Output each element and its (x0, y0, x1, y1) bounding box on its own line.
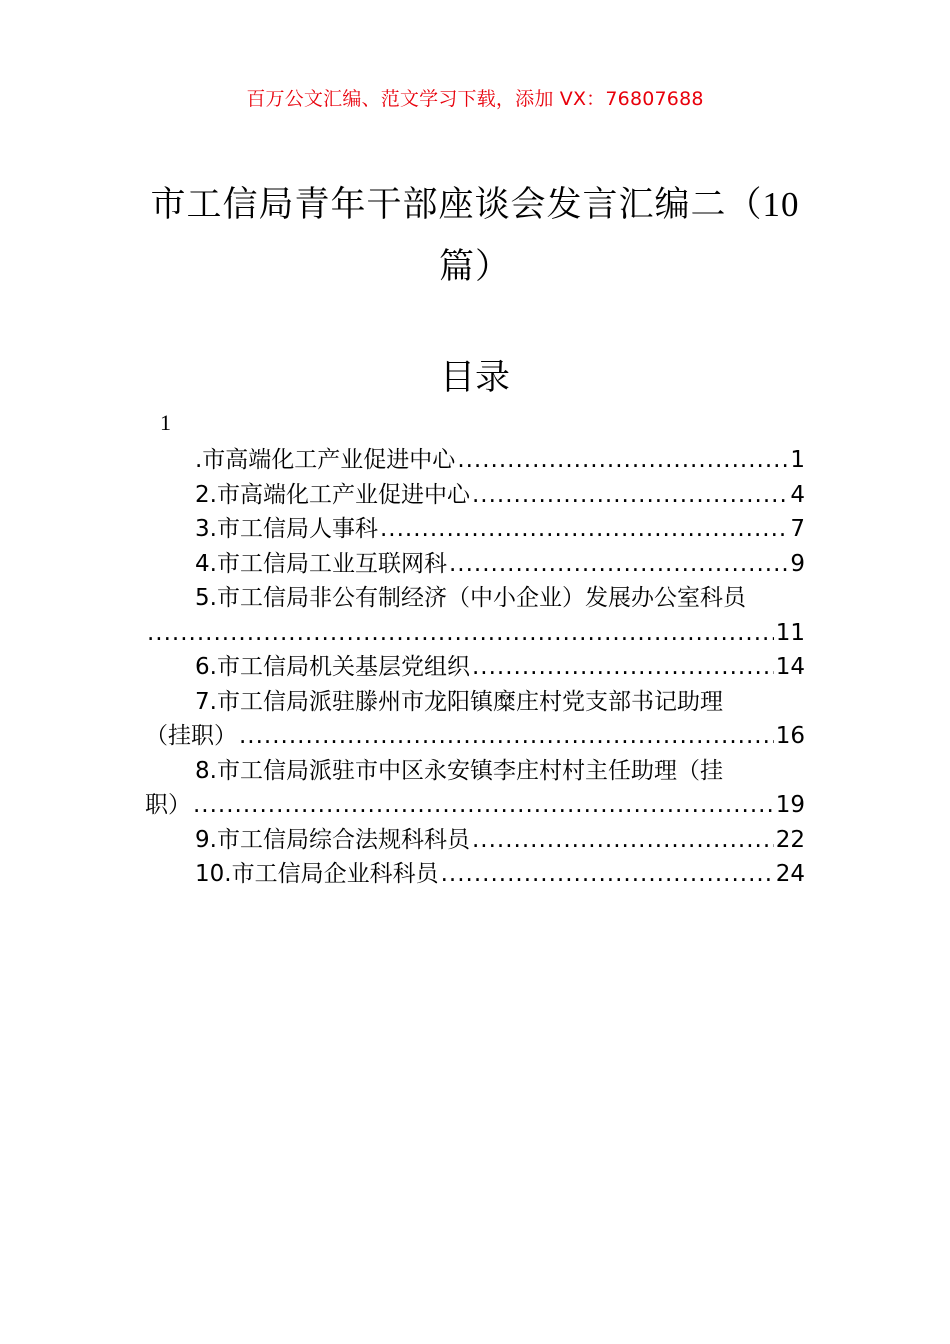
dot-leader (441, 857, 774, 892)
toc-entry-4[interactable] (145, 547, 805, 582)
toc-entry-9[interactable] (145, 823, 805, 858)
toc-entry-6[interactable] (145, 650, 805, 685)
toc-entry-label: 4.市工信局工业互联网科 (195, 550, 447, 577)
table-of-contents (145, 443, 805, 892)
toc-entry-page: 14 (775, 654, 805, 680)
dot-leader (147, 616, 774, 651)
toc-entry-2[interactable] (145, 478, 805, 513)
toc-entry-label: 3.市工信局人事科 (195, 516, 378, 542)
title-number: 10 (762, 185, 800, 224)
toc-entry-page: 1 (790, 447, 805, 473)
toc-entry-5[interactable] (145, 581, 805, 650)
dot-leader (193, 788, 774, 823)
toc-entry-label: 7.市工信局派驻滕州市龙阳镇糜庄村党支部书记助理 (195, 688, 723, 715)
toc-entry-label: .市高端化工产业促进中心 (195, 447, 456, 473)
toc-entry-label: 10.市工信局企业科科员 (195, 861, 439, 887)
toc-entry-label: 8.市工信局派驻市中区永安镇李庄村村主任助理（挂 (195, 757, 723, 784)
toc-entry-label-continued: 职） (145, 792, 191, 818)
toc-entry-label-continued: （挂职） (145, 723, 237, 749)
toc-entry-page: 16 (775, 723, 805, 749)
dot-leader (449, 547, 788, 582)
toc-entry-label: 9.市工信局综合法规科科员 (195, 826, 470, 853)
toc-entry-page: 24 (775, 861, 805, 887)
toc-entry-10[interactable] (145, 857, 805, 892)
dot-leader (472, 478, 788, 513)
toc-entry-8[interactable] (145, 754, 805, 823)
toc-entry-page: 9 (790, 550, 805, 577)
dot-leader (472, 650, 774, 685)
dot-leader (239, 719, 774, 754)
toc-entry-page: 22 (775, 826, 805, 853)
toc-entry-page: 4 (790, 481, 805, 508)
list-number-marker: 1 (160, 410, 171, 435)
document-title (150, 174, 800, 298)
title-text: 市工信局青年干部座谈会发言汇编二（ (150, 185, 763, 225)
toc-heading: 目录 (439, 358, 510, 398)
toc-entry-label: 6.市工信局机关基层党组织 (195, 654, 470, 680)
title-line-2: 篇） (438, 247, 511, 287)
dot-leader (380, 512, 788, 547)
promo-banner: 百万公文汇编、范文学习下载，添加 VX：76807688 (246, 88, 704, 110)
toc-entry-7[interactable] (145, 685, 805, 754)
toc-entry-1[interactable] (145, 443, 805, 478)
toc-entry-label: 2.市高端化工产业促进中心 (195, 481, 470, 508)
dot-leader (457, 443, 788, 478)
dot-leader (472, 823, 774, 858)
toc-entry-page: 7 (790, 516, 805, 542)
toc-entry-page: 19 (775, 792, 805, 818)
toc-entry-3[interactable] (145, 512, 805, 547)
toc-entry-label: 5.市工信局非公有制经济（中小企业）发展办公室科员 (195, 585, 746, 611)
toc-entry-page: 11 (775, 619, 805, 646)
